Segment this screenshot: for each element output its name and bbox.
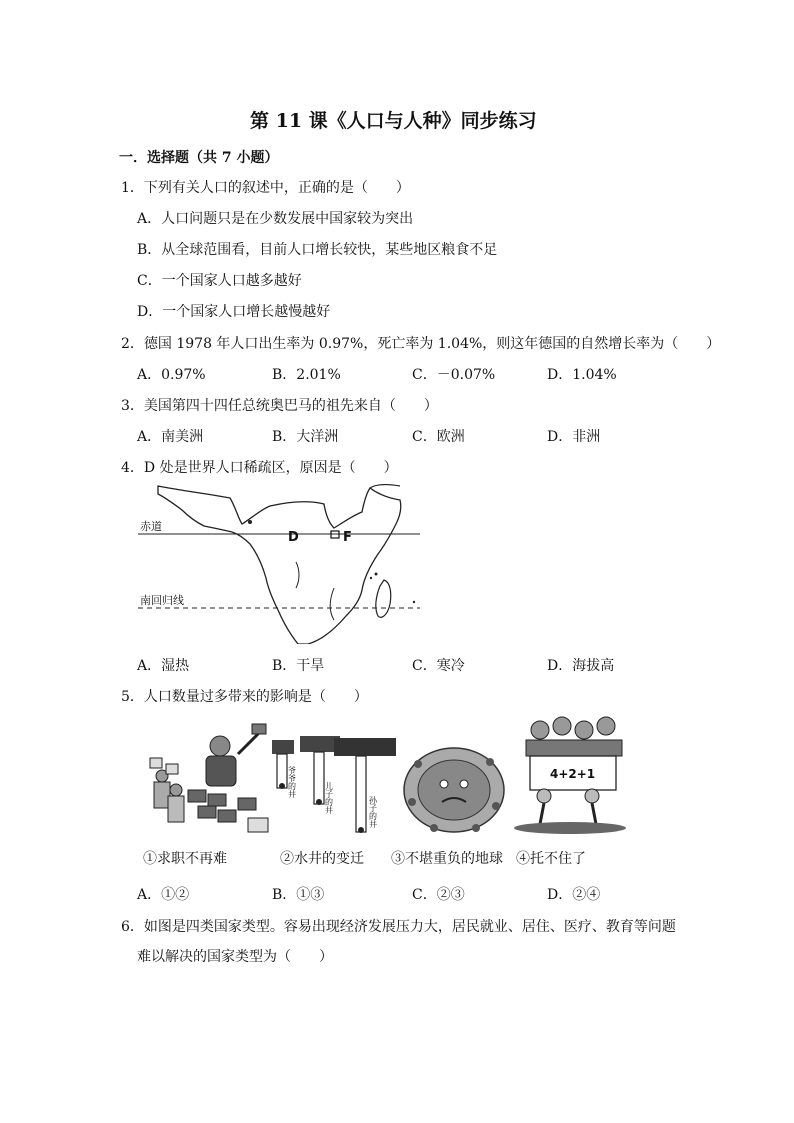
question-1-stem: 1．下列有关人口的叙述中，正确的是（ ）	[121, 180, 410, 196]
question-5-stem: 5．人口数量过多带来的影响是（ ）	[121, 689, 368, 705]
lake-line	[296, 562, 299, 588]
picture-caption-3: ③不堪重负的地球	[391, 851, 503, 867]
question-4-option-c[interactable]: C．寒冷	[412, 658, 465, 674]
question-1-option-b[interactable]: B．从全球范围看，目前人口增长较快，某些地区粮食不足	[137, 242, 498, 258]
question-6-stem-line-2: 难以解决的国家类型为（ ）	[137, 949, 333, 965]
question-2-option-c[interactable]: C．－0.07%	[412, 367, 496, 383]
question-5-option-c[interactable]: C．②③	[412, 887, 465, 903]
section-heading: 一．选择题（共 7 小题）	[119, 150, 279, 166]
question-3-option-b[interactable]: B．大洋洲	[272, 429, 339, 445]
formula-text: 4+2+1	[550, 767, 596, 781]
picture-caption-2: ②水井的变迁	[280, 851, 364, 867]
question-1-option-a[interactable]: A．人口问题只是在少数发展中国家较为突出	[137, 211, 414, 227]
question-3-option-d[interactable]: D．非洲	[547, 429, 601, 445]
picture-job-crowd	[148, 718, 274, 836]
question-2-option-b[interactable]: B．2.01%	[272, 367, 341, 383]
tropic-label: 南回归线	[140, 594, 184, 607]
question-3-option-a[interactable]: A．南美洲	[137, 429, 204, 445]
picture-wells	[272, 736, 396, 836]
picture-421-family	[510, 716, 634, 836]
question-2-stem: 2．德国 1978 年人口出生率为 0.97%，死亡率为 1.04%，则这年德国的自然增长率为（ ）	[121, 336, 721, 352]
question-4-option-a[interactable]: A．湿热	[137, 658, 190, 674]
question-4-stem: 4．D 处是世界人口稀疏区，原因是（ ）	[121, 460, 398, 476]
arabia-fragment	[370, 485, 400, 488]
question-2-option-a[interactable]: A．0.97%	[137, 367, 206, 383]
well-text-3: 孙子的井	[368, 796, 378, 828]
question-4-option-b[interactable]: B．干旱	[272, 658, 325, 674]
picture-caption-4: ④托不住了	[516, 851, 586, 867]
equator-label: 赤道	[140, 520, 162, 533]
well-text-1: 爷爷的井	[287, 766, 297, 798]
question-5-option-a[interactable]: A．①②	[137, 887, 190, 903]
question-2-option-d[interactable]: D．1.04%	[547, 367, 617, 383]
question-3-stem: 3．美国第四十四任总统奥巴马的祖先来自（ ）	[121, 398, 438, 414]
page-title: 第 11 课《人口与人种》同步练习	[250, 110, 537, 132]
map-label-d: D	[288, 530, 299, 545]
map-label-f: F	[343, 530, 352, 545]
question-1-option-c[interactable]: C．一个国家人口越多越好	[137, 273, 302, 289]
madagascar	[376, 580, 391, 617]
picture-earth	[398, 740, 510, 836]
question-5-option-b[interactable]: B．①③	[272, 887, 325, 903]
africa-outline	[158, 486, 401, 644]
question-6-stem-line-1: 6．如图是四类国家类型。容易出现经济发展压力大，居民就业、居住、医疗、教育等问题	[121, 919, 676, 935]
question-4-option-d[interactable]: D．海拔高	[547, 658, 615, 674]
question-3-option-c[interactable]: C．欧洲	[412, 429, 465, 445]
river-line	[330, 588, 334, 620]
question-1-option-d[interactable]: D．一个国家人口增长越慢越好	[137, 304, 331, 320]
picture-caption-1: ①求职不再难	[143, 851, 227, 867]
question-5-option-d[interactable]: D．②④	[547, 887, 601, 903]
well-text-2: 儿子的井	[324, 782, 334, 814]
africa-map	[138, 484, 420, 644]
